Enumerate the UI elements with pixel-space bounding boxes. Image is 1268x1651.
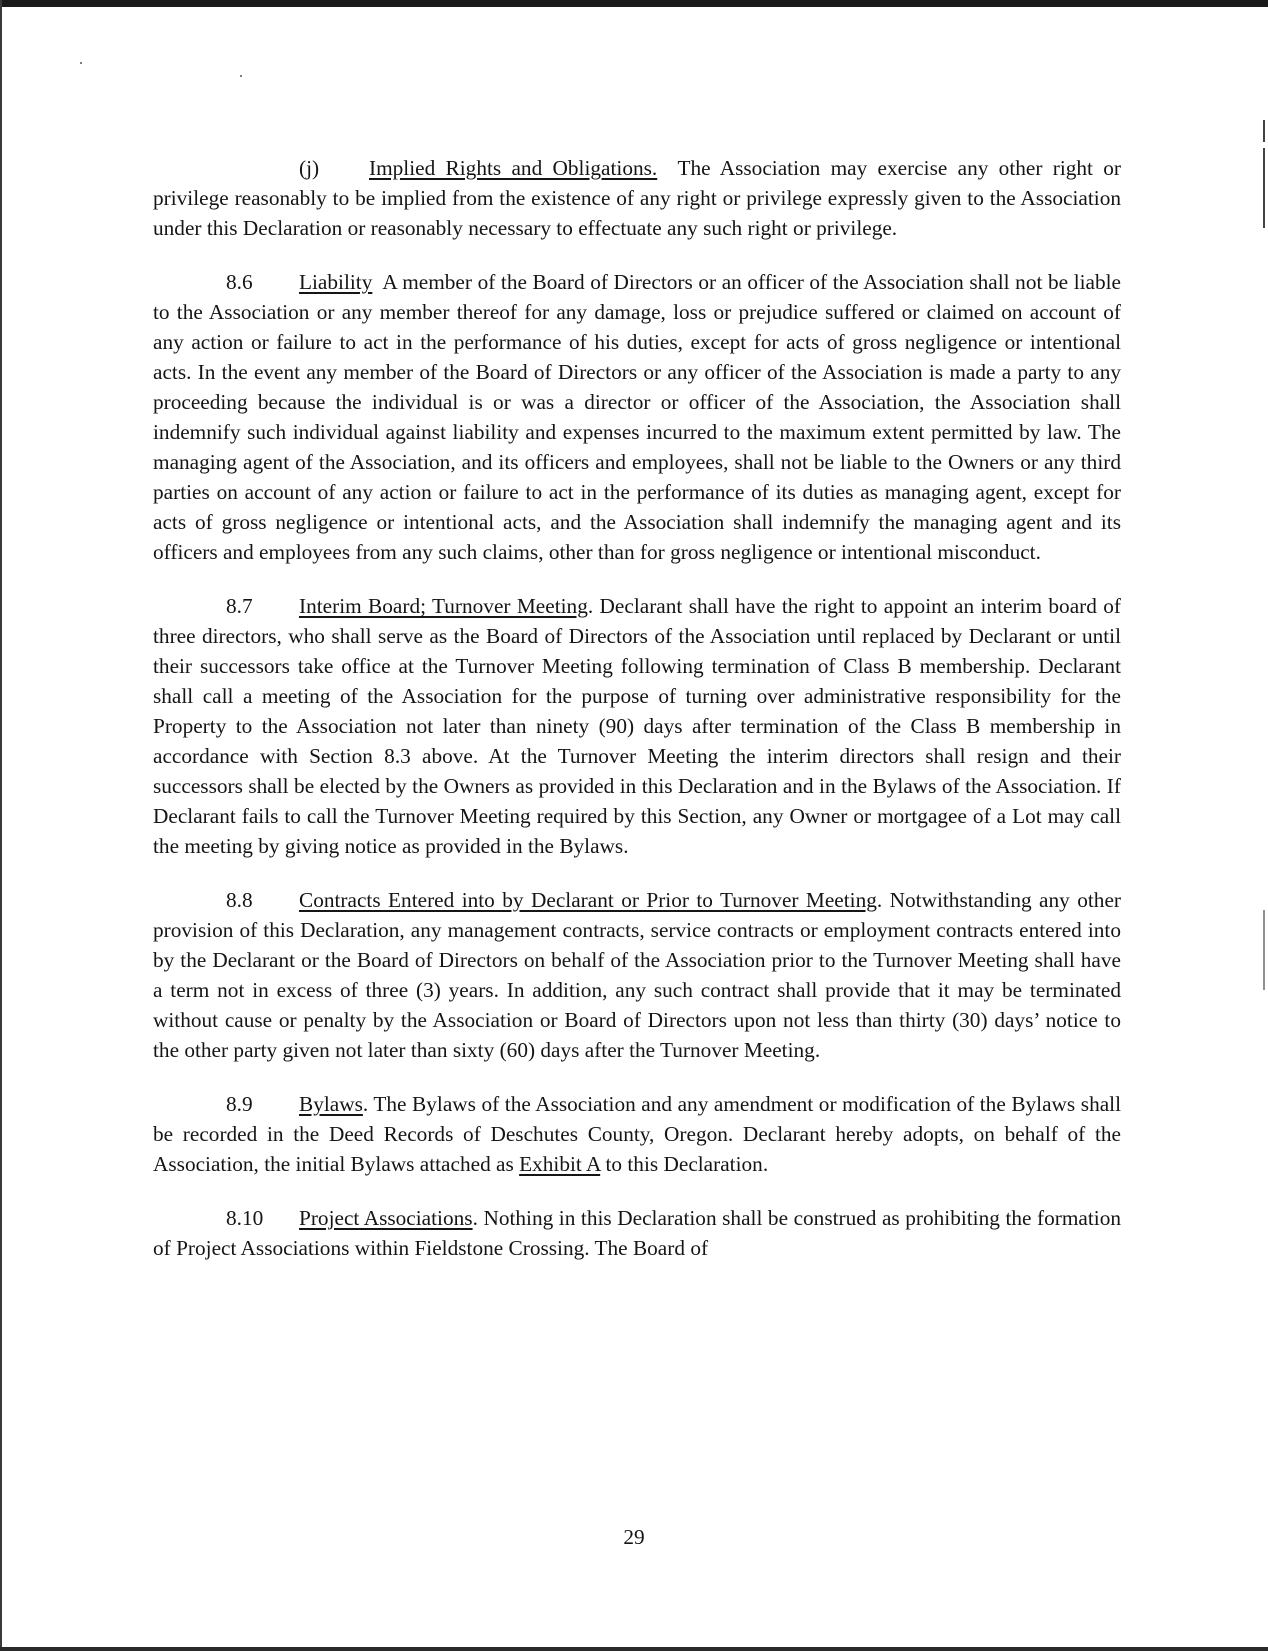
section-number: 8.8 [226, 888, 253, 912]
section-text: . The Bylaws of the Association and any amendment or modification of the Bylaws shall be recorded in the Deed Records of Deschutes County, Oregon. Declarant hereby adopts, on behalf of the Association, the initial Bylaws attached as [153, 1092, 1121, 1176]
paragraph-text: The Association may exercise any other right or privilege reasonably to be implied from the existence of any right or privilege expressly given to the Association under this Declaration or reasonably necessary to effectuate any such right or privilege. [153, 156, 1122, 240]
section-8-6 [153, 267, 1121, 567]
document-page [153, 153, 1121, 1263]
paragraph-number: (j) [299, 156, 320, 180]
scan-margin-mark [1263, 910, 1265, 990]
section-text: . Notwithstanding any other provision of this Declaration, any management contracts, service contracts or employment contracts entered into by the Declarant or the Board of Directors on behalf of the Association prior to the Turnover Meeting shall have a term not in excess of three (3) years. In addition, any such contract shall provide that it may be terminated without cause or penalty by the Association or Board of Directors upon not less than thirty (30) days’ notice to the other party given not later than sixty (60) days after the Turnover Meeting. [153, 888, 1121, 1062]
section-number: 8.7 [226, 594, 253, 618]
page-number: 29 [623, 1525, 645, 1549]
scan-speck [240, 75, 242, 77]
section-number: 8.6 [226, 270, 253, 294]
scan-top-edge [0, 0, 1268, 7]
section-heading: Project Associations [299, 1206, 473, 1230]
paragraph-j [153, 153, 1121, 243]
scan-bottom-edge [0, 1647, 1268, 1651]
section-number: 8.10 [226, 1206, 264, 1230]
scan-left-edge [0, 0, 2, 1651]
exhibit-reference: Exhibit A [519, 1152, 601, 1176]
section-text-end: to this Declaration. [605, 1152, 769, 1176]
scan-margin-mark [1263, 120, 1265, 142]
section-text: . Declarant shall have the right to appoint an interim board of three directors, who shall serve as the Board of Directors of the Association until replaced by Declarant or until their successors take office at the Turnover Meeting following termination of Class B membership. Declarant shall call a meeting of the Association for the purpose of turning over administrative responsibility for the Property to the Association not later than ninety (90) days after termination of the Class B membership in accordance with Section 8.3 above. At the Turnover Meeting the interim directors shall resign and their successors shall be elected by the Owners as provided in this Declaration and in the Bylaws of the Association. If Declarant fails to call the Turnover Meeting required by this Section, any Owner or mortgagee of a Lot may call the meeting by giving notice as provided in the Bylaws. [153, 594, 1122, 858]
section-number: 8.9 [226, 1092, 253, 1116]
section-text: . Nothing in this Declaration shall be construed as prohibiting the formation of Project Associations within Fieldstone Crossing. The Board of [153, 1206, 1122, 1260]
scan-speck [80, 62, 82, 64]
section-heading: Liability [299, 270, 373, 294]
section-heading: Bylaws [299, 1092, 363, 1116]
section-8-7 [153, 591, 1121, 861]
section-heading: Interim Board; Turnover Meeting [299, 594, 588, 618]
section-heading: Contracts Entered into by Declarant or Prior to Turnover Meeting [299, 888, 877, 912]
section-8-8 [153, 885, 1121, 1065]
scan-margin-mark [1263, 148, 1265, 228]
paragraph-heading: Implied Rights and Obligations. [369, 156, 658, 180]
section-text: A member of the Board of Directors or an officer of the Association shall not be liable to the Association or any member thereof for any damage, loss or prejudice suffered or claimed on account of any action or failure to act in the performance of his duties, except for acts of gross negligence or intentional acts. In the event any member of the Board of Directors or any officer of the Association is made a party to any proceeding because the individual is or was a director or officer of the Association, the Association shall indemnify such individual against liability and expenses incurred to the maximum extent permitted by law. The managing agent of the Association, and its officers and employees, shall not be liable to the Owners or any third parties on account of any action or failure to act in the performance of its duties as managing agent, except for acts of gross negligence or intentional acts, and the Association shall indemnify the managing agent and its officers and employees from any such claims, other than for gross negligence or intentional misconduct. [153, 270, 1122, 564]
section-8-10 [153, 1203, 1121, 1263]
section-8-9 [153, 1089, 1121, 1179]
